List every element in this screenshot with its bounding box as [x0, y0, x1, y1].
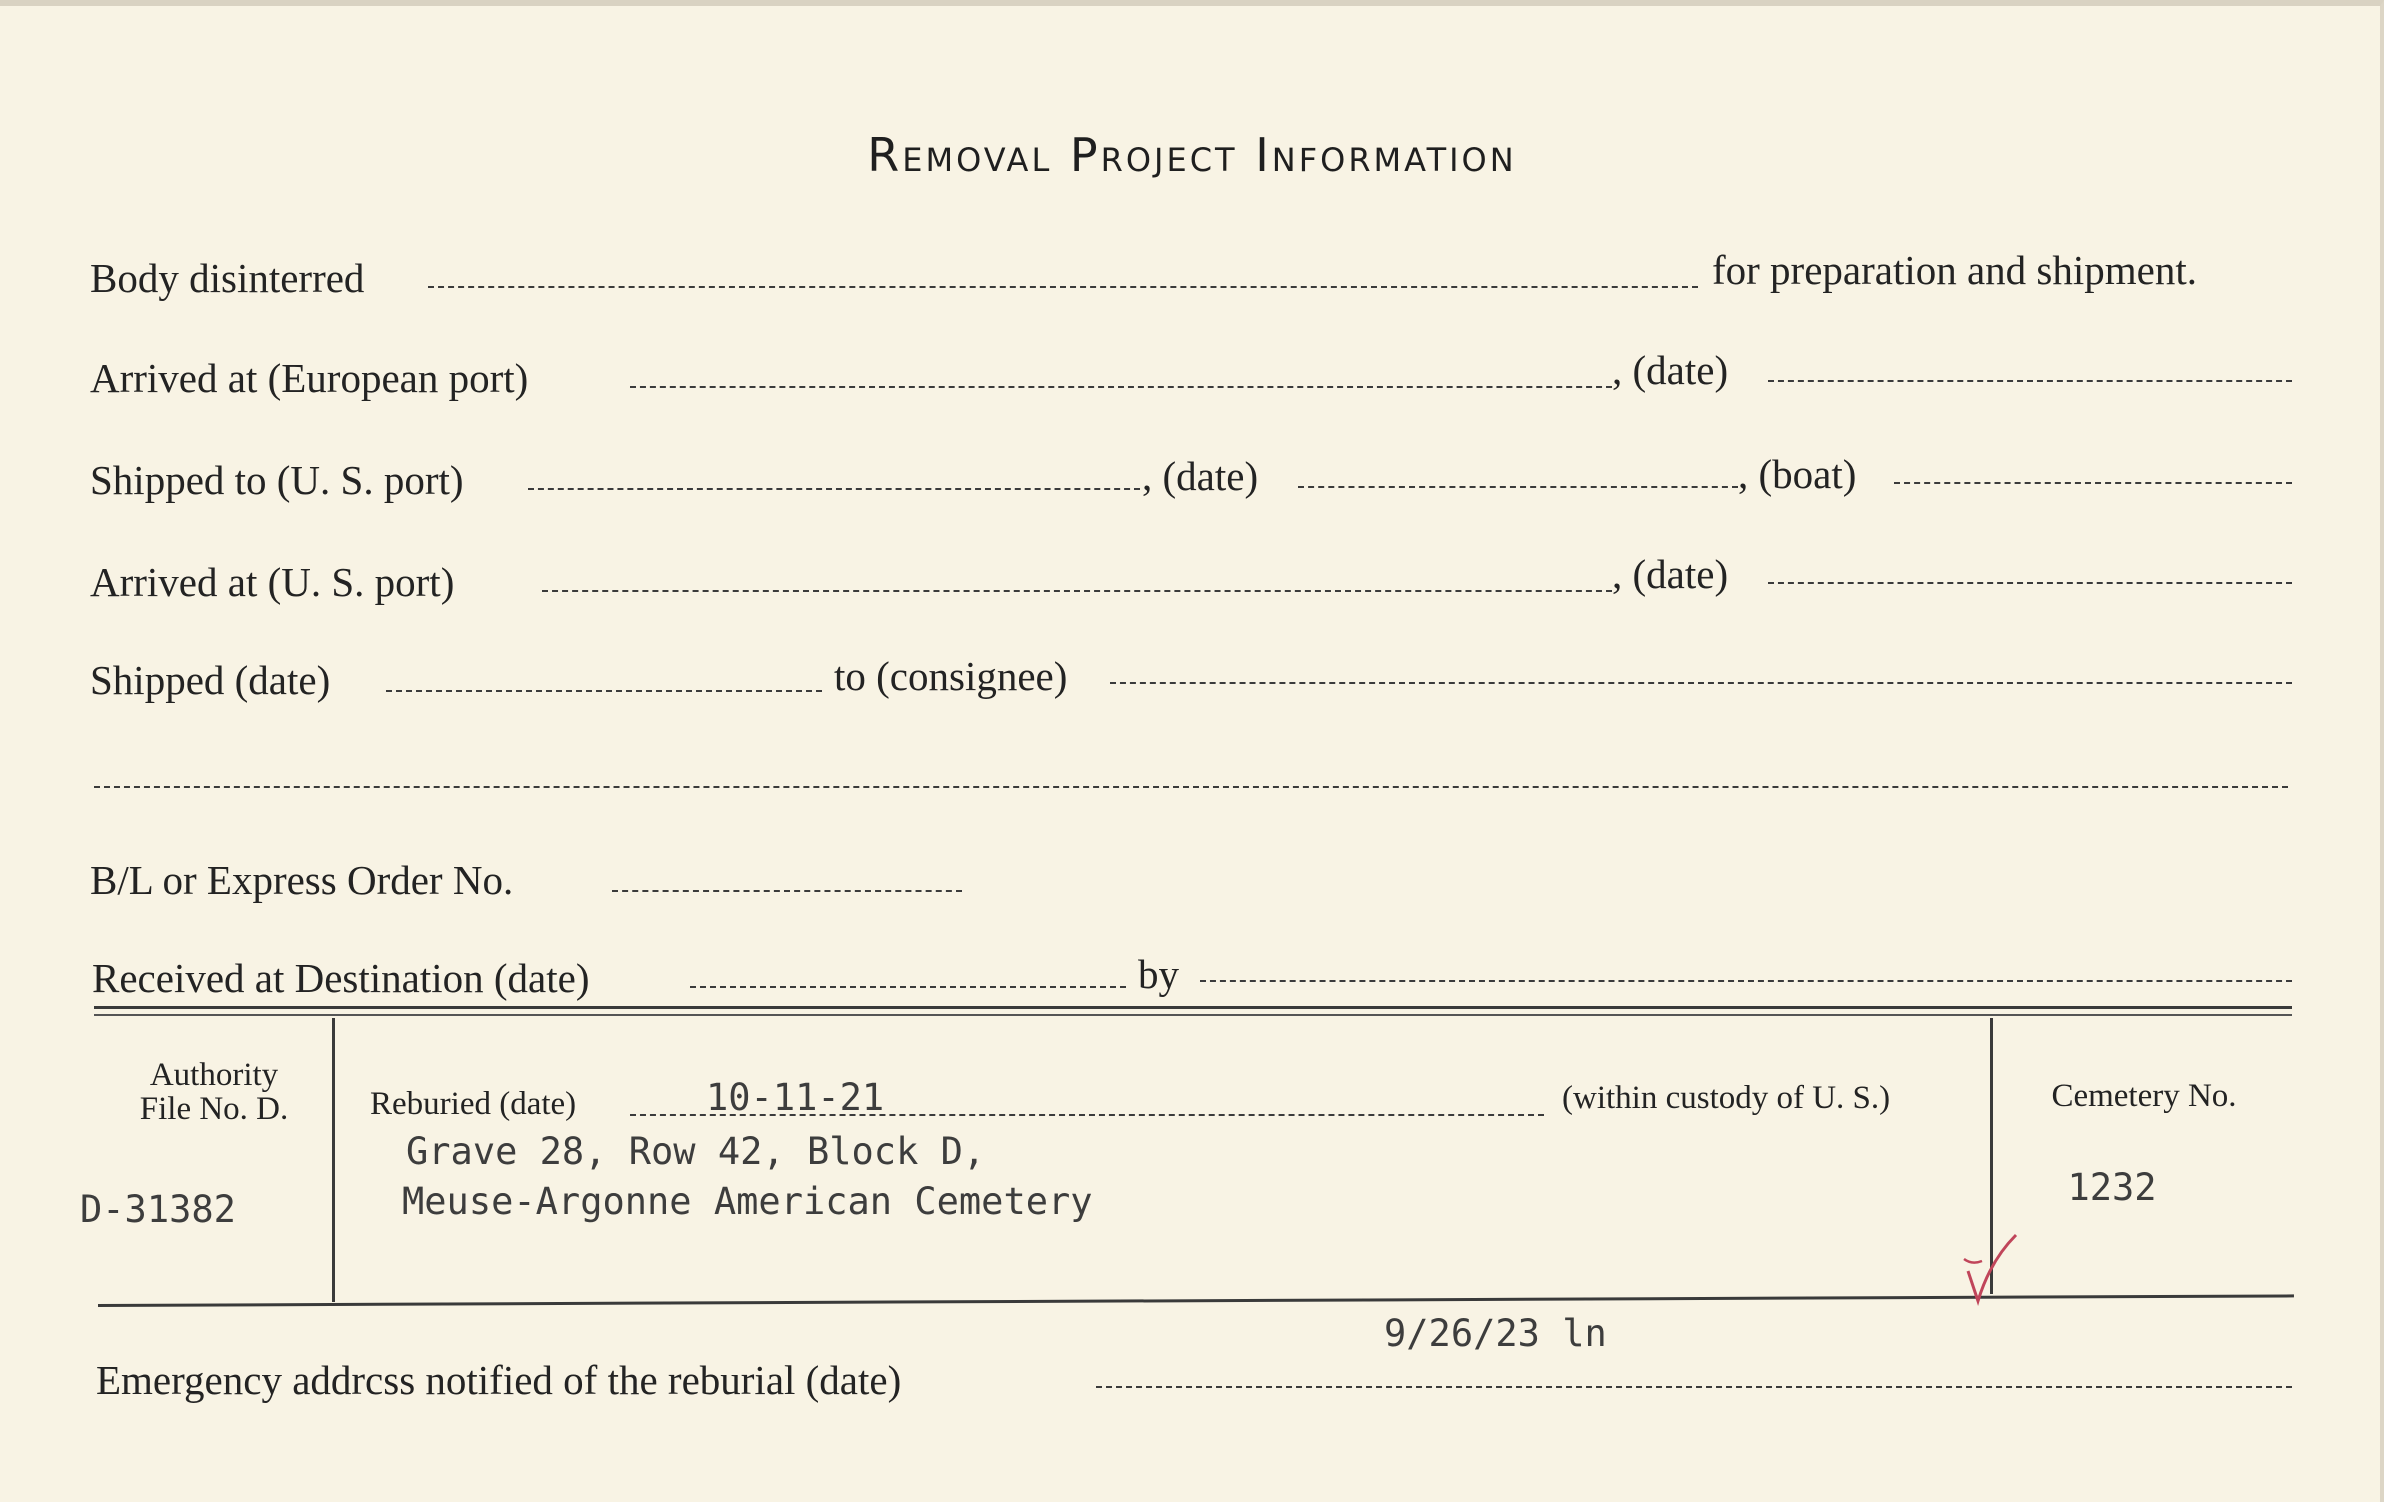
shipped-us-field[interactable] — [528, 488, 1140, 490]
arrived-us-field[interactable] — [542, 590, 1612, 592]
page-title: Removal Project Information — [867, 128, 1517, 182]
shipped-us-date-field[interactable] — [1298, 486, 1738, 488]
emergency-label: Emergency addrcss notified of the reburial (date) — [96, 1357, 902, 1403]
shipped-us-boat-label: , (boat) — [1738, 451, 1857, 497]
received-label: Received at Destination (date) — [92, 955, 590, 1001]
cemetery-label: Cemetery No. — [2051, 1078, 2237, 1114]
received-by-field[interactable] — [1200, 980, 2292, 982]
custody-label: (within custody of U. S.) — [1562, 1080, 1891, 1116]
arrived-european-date-label: , (date) — [1612, 347, 1729, 393]
arrived-us-label: Arrived at (U. S. port) — [90, 559, 455, 605]
grave-location-line-1: Grave 28, Row 42, Block D, — [406, 1130, 986, 1173]
grave-location-line-2: Meuse-Argonne American Cemetery — [402, 1180, 1093, 1223]
received-by-label: by — [1138, 951, 1179, 997]
authority-label-line-1: Authority — [149, 1057, 279, 1093]
cemetery-number: 1232 — [2067, 1166, 2157, 1209]
authority-label-line-2: File No. D. — [139, 1091, 289, 1127]
shipped-us-boat-field[interactable] — [1894, 482, 2292, 484]
consignee-field[interactable] — [1110, 682, 2292, 684]
emergency-date-value: 9/26/23 ln — [1384, 1312, 1607, 1355]
body-disinterred-label: Body disinterred — [90, 255, 365, 301]
received-date-field[interactable] — [690, 986, 1126, 988]
bl-order-label: B/L or Express Order No. — [90, 857, 514, 903]
authority-label — [96, 1058, 332, 1126]
shipped-us-date-label: , (date) — [1142, 453, 1259, 499]
arrived-european-label: Arrived at (European port) — [90, 355, 529, 401]
box-top-rule — [94, 1006, 2292, 1009]
box-top-rule-inner — [94, 1014, 2292, 1016]
consignee-label: to (consignee) — [834, 653, 1068, 699]
box-divider-left — [332, 1018, 335, 1302]
arrived-european-field[interactable] — [630, 386, 1612, 388]
check-mark-icon — [1960, 1231, 2020, 1311]
shipped-date-field[interactable] — [386, 690, 822, 692]
arrived-us-date-field[interactable] — [1768, 582, 2292, 584]
reburied-date-value: 10-11-21 — [706, 1076, 885, 1119]
emergency-date-field[interactable] — [1096, 1386, 2292, 1388]
reburied-label: Reburied (date) — [370, 1086, 577, 1122]
bl-order-field[interactable] — [612, 890, 962, 892]
body-disinterred-field[interactable] — [428, 286, 1698, 288]
arrived-us-date-label: , (date) — [1612, 551, 1729, 597]
shipped-date-label: Shipped (date) — [90, 657, 331, 703]
shipped-us-label: Shipped to (U. S. port) — [90, 457, 464, 503]
body-disinterred-suffix: for preparation and shipment. — [1712, 247, 2198, 293]
consignee-continuation-field[interactable] — [94, 786, 2288, 788]
authority-file-number: D-31382 — [80, 1188, 236, 1231]
arrived-european-date-field[interactable] — [1768, 380, 2292, 382]
